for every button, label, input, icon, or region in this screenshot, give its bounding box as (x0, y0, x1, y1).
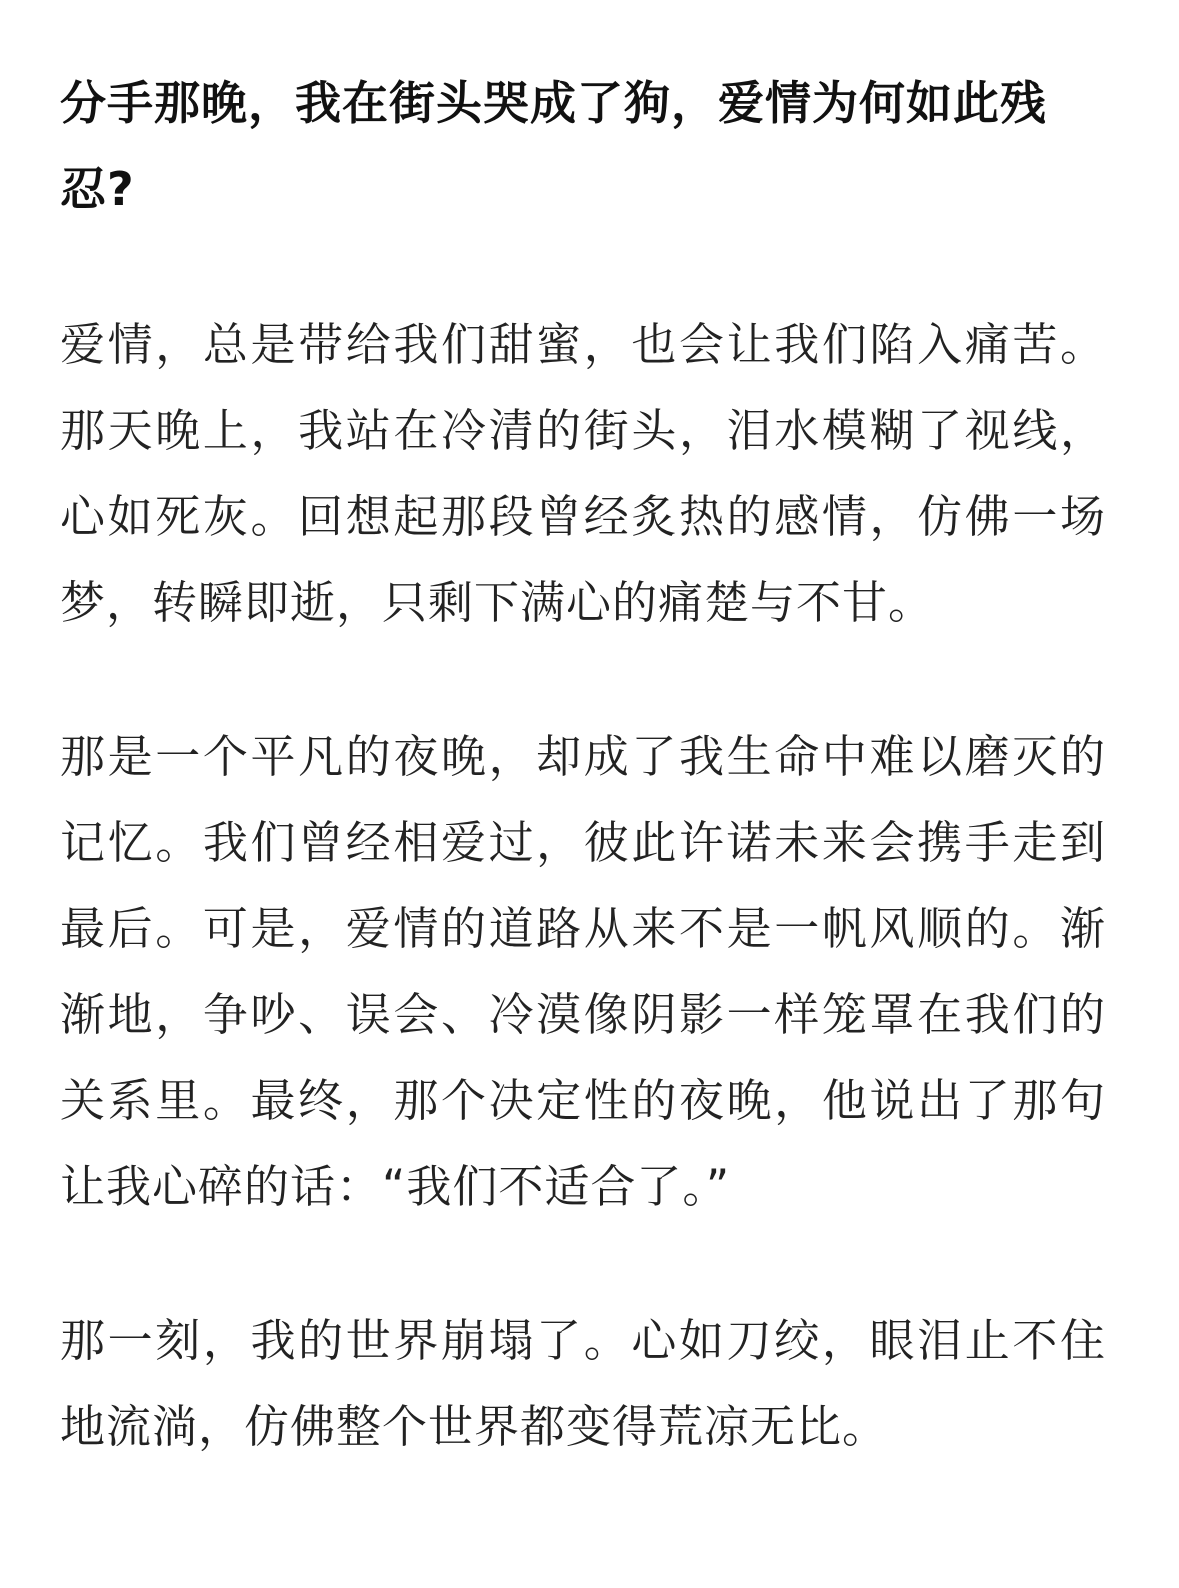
article-paragraph-2: 那是一个平凡的夜晚，却成了我生命中难以磨灭的记忆。我们曾经相爱过，彼此许诺未来会携手走到最后。可是，爱情的道路从来不是一帆风顺的。渐渐地，争吵、误会、冷漠像阴影一样笼罩在我们的关系里。最终，那个决定性的夜晚，他说出了那句让我心碎的话：“我们不适合了。” (60, 730, 1106, 1213)
article (60, 60, 1106, 1538)
article-title: 分手那晚，我在街头哭成了狗，爱情为何如此残忍? (60, 76, 1047, 216)
article-paragraph-3: 那一刻，我的世界崩塌了。心如刀绞，眼泪止不住地流淌，仿佛整个世界都变得荒凉无比。 (60, 1314, 1106, 1453)
article-paragraph-1: 爱情，总是带给我们甜蜜，也会让我们陷入痛苦。那天晚上，我站在冷清的街头，泪水模糊了视线，心如死灰。回想起那段曾经炙热的感情，仿佛一场梦，转瞬即逝，只剩下满心的痛楚与不甘。 (60, 318, 1106, 629)
